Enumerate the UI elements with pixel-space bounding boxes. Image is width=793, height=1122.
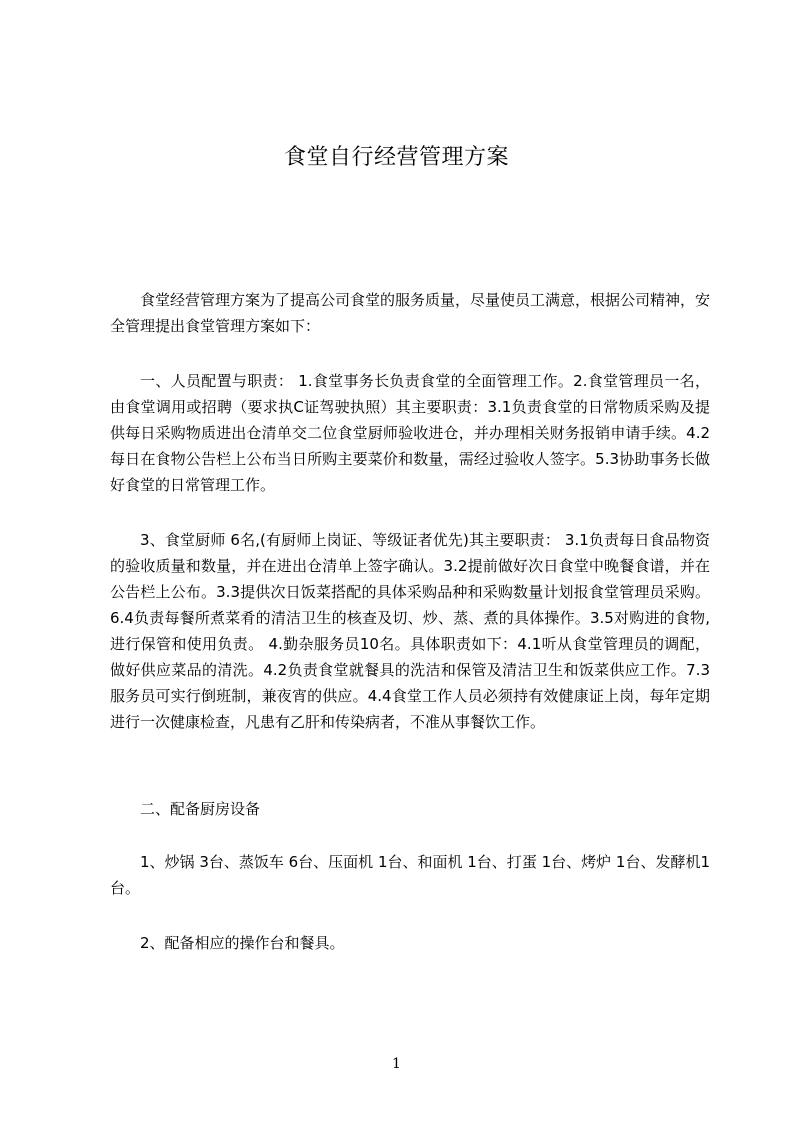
- equipment-section-heading: 二、配备厨房设备: [140, 800, 261, 818]
- chef-duties-paragraph: 3、食堂厨师 6名,(有厨师上岗证、等级证者优先)其主要职责： 3.1负责每日食品物资的验收质量和数量，并在进出仓清单上签字确认。3.2提前做好次日食堂中晚餐食谱，并在公告栏上公布。3.3提供次日饭菜搭配的具体采购品种和采购数量计划报食堂管理员采购。6.4负责每餐所煮菜肴的清洁卫生的核查及切、炒、蒸、煮的具体操作。3.5对购进的食物,进行保管和使用负责。 4.勤杂服务员10名。具体职责如下：4.1听从食堂管理员的调配，做好供应菜品的清洗。4.2负责食堂就餐具的洗洁和保管及清洁卫生和饭菜供应工作。7.3服务员可实行倒班制，兼夜宵的供应。4.4食堂工作人员必须持有效健康证上岗，每年定期进行一次健康检查，凡患有乙肝和传染病者，不准从事餐饮工作。: [110, 531, 710, 731]
- equipment-tableware-paragraph: 2、配备相应的操作台和餐具。: [140, 934, 345, 952]
- staffing-paragraph: 一、人员配置与职责： 1.食堂事务长负责食堂的全面管理工作。2.食堂管理员一名，由食堂调用或招聘（要求执C证驾驶执照）其主要职责：3.1负责食堂的日常物质采购及提供每日采购物质进出仓清单交二位食堂厨师验收进仓，并办理相关财务报销申请手续。4.2每日在食物公告栏上公布当日所购主要菜价和数量，需经过验收人签字。5.3协助事务长做好食堂的日常管理工作。: [110, 372, 710, 494]
- intro-paragraph: 食堂经营管理方案为了提高公司食堂的服务质量，尽量使员工满意，根据公司精神，安全管理提出食堂管理方案如下：: [110, 291, 711, 335]
- equipment-list-paragraph: 1、炒锅 3台、蒸饭车 6台、压面机 1台、和面机 1台、打蛋 1台、烤炉 1台、发酵机1台。: [110, 853, 710, 897]
- document-title: 食堂自行经营管理方案: [283, 145, 509, 170]
- page-number: 1: [392, 1056, 401, 1072]
